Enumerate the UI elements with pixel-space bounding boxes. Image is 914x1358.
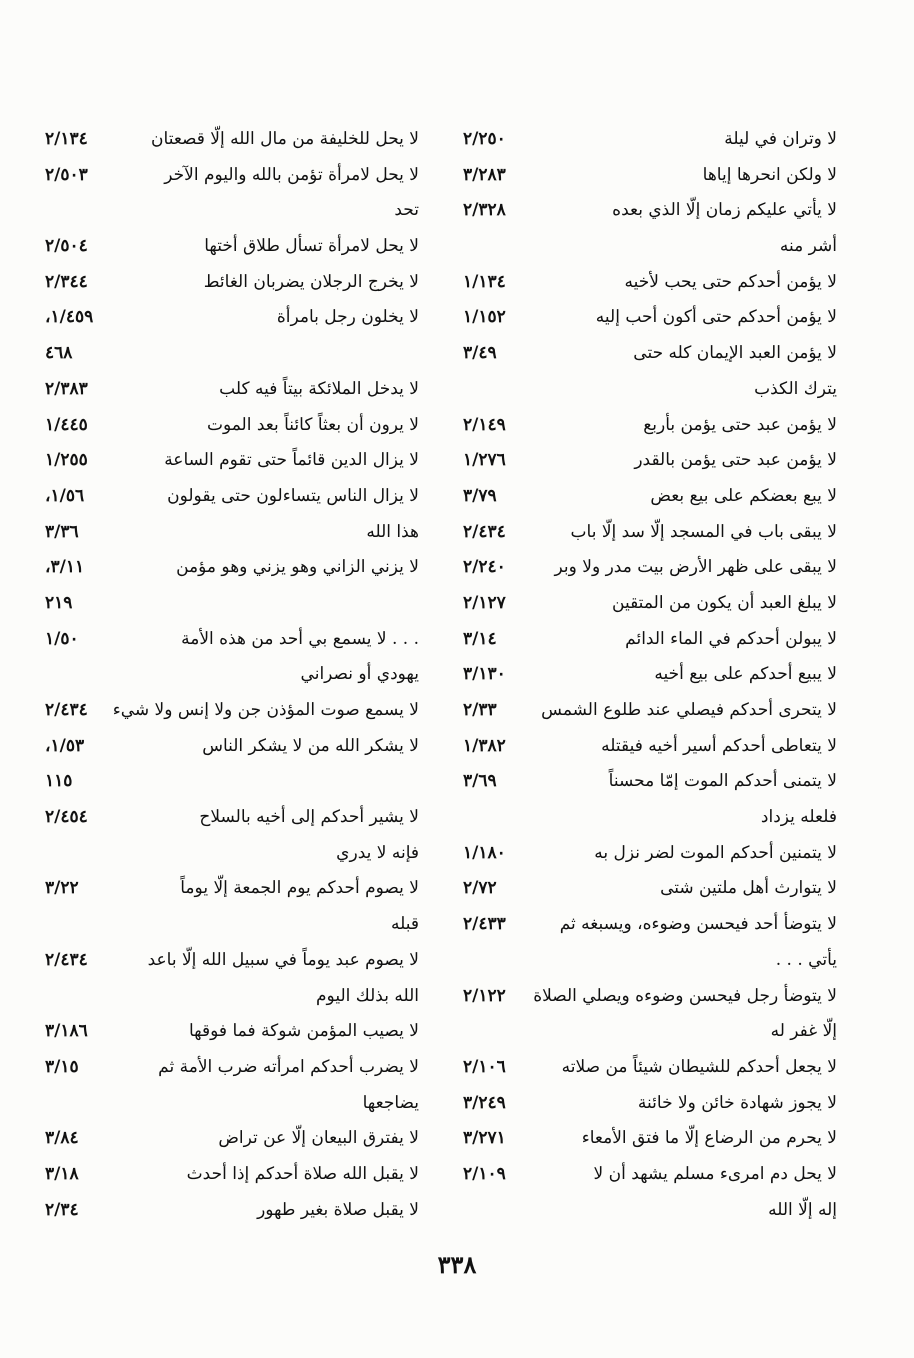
index-entry bbox=[45, 479, 419, 515]
index-entry bbox=[45, 443, 419, 479]
entry-text: لا يضرب أحدكم امرأته ضرب الأمة ثم bbox=[158, 1056, 419, 1077]
entry-text: يأتي . . . bbox=[775, 949, 837, 970]
entry-reference: ٣/٤٩ bbox=[463, 343, 497, 364]
entry-reference: ١/٢٥٥ bbox=[45, 450, 88, 471]
entry-reference: ٢/٣٣ bbox=[463, 700, 497, 720]
entry-text: لا يتوضأ أحد فيحسن وضوءه، ويسبغه ثم bbox=[559, 914, 837, 935]
entry-text: قبله bbox=[391, 914, 419, 935]
index-entry bbox=[45, 265, 419, 301]
entry-reference: ٢/٢٥٠ bbox=[463, 129, 506, 149]
entry-text: لا يفترق البيعان إلّا عن تراض bbox=[218, 1128, 419, 1149]
entry-text: . . . لا يسمع بي أحد من هذه الأمة bbox=[181, 628, 419, 649]
entry-reference: ١/٥٣، bbox=[45, 735, 85, 756]
entry-text: لا يتمنى أحدكم الموت إمّا محسناً bbox=[608, 771, 837, 792]
entry-text: لا يشكر الله من لا يشكر الناس bbox=[202, 735, 419, 756]
entry-reference: ١/٣٨٢ bbox=[463, 735, 506, 756]
entry-text: لا يبيع أحدكم على بيع أخيه bbox=[654, 664, 837, 685]
index-entry bbox=[463, 1050, 837, 1086]
index-entry bbox=[45, 693, 419, 729]
entry-text: هذا الله bbox=[366, 521, 419, 542]
index-entry bbox=[45, 193, 419, 229]
entry-text: الله بذلك اليوم bbox=[316, 985, 419, 1006]
entry-reference: ٣/٢٤٩ bbox=[463, 1092, 506, 1113]
entry-reference: ٢/٣٢٨ bbox=[463, 200, 506, 221]
entry-text: لا يبع بعضكم على بيع بعض bbox=[650, 485, 837, 506]
entry-text: لا يشير أحدكم إلى أخيه بالسلاح bbox=[199, 807, 419, 828]
index-column-left bbox=[45, 122, 419, 1228]
entry-reference: ٢/٤٣٤ bbox=[45, 949, 88, 970]
entry-text: لا يزال الناس يتساءلون حتى يقولون bbox=[167, 485, 419, 506]
entry-text: لا يحرم من الرضاع إلّا ما فتق الأمعاء bbox=[581, 1128, 837, 1149]
index-entry bbox=[45, 1050, 419, 1086]
entry-reference: ٣/١٨ bbox=[45, 1163, 79, 1184]
index-entry bbox=[463, 158, 837, 194]
index-entry bbox=[45, 122, 419, 158]
entry-reference: ٤٦٨ bbox=[45, 343, 73, 364]
entry-text: لا يتوارث أهل ملتين شتى bbox=[660, 878, 837, 899]
index-entry bbox=[463, 265, 837, 301]
entry-reference: ٣/١٥ bbox=[45, 1056, 79, 1077]
index-entry bbox=[45, 657, 419, 693]
entry-text: لا وتران في ليلة bbox=[724, 129, 837, 149]
index-entry bbox=[463, 657, 837, 693]
index-entry bbox=[45, 300, 419, 336]
entry-reference: ١/٤٥٩، bbox=[45, 307, 94, 328]
index-entry bbox=[45, 764, 419, 800]
entry-text: يضاجعها bbox=[362, 1092, 419, 1113]
index-entry bbox=[45, 1193, 419, 1229]
entry-reference: ٢/٣٤٤ bbox=[45, 271, 88, 292]
index-entry bbox=[463, 408, 837, 444]
index-entry bbox=[45, 586, 419, 622]
entry-reference: ٢/٢٤٠ bbox=[463, 557, 506, 578]
entry-text: يهودي أو نصراني bbox=[300, 664, 419, 685]
entry-text: لا يبقى باب في المسجد إلّا سد إلّا باب bbox=[570, 521, 837, 542]
entry-text: لا يقبل صلاة بغير طهور bbox=[257, 1199, 419, 1220]
entry-text: فإنه لا يدري bbox=[336, 842, 419, 863]
entry-text: لا يقبل الله صلاة أحدكم إذا أحدث bbox=[186, 1163, 419, 1184]
entry-text: لا يسمع صوت المؤذن جن ولا إنس ولا شيء bbox=[112, 700, 419, 720]
index-entry bbox=[463, 693, 837, 729]
index-entry bbox=[463, 1086, 837, 1122]
entry-reference: ٢/١٢٧ bbox=[463, 592, 506, 613]
index-entry bbox=[463, 729, 837, 765]
index-entry bbox=[45, 372, 419, 408]
entry-reference: ١/٤٤٥ bbox=[45, 414, 88, 435]
index-entry bbox=[45, 729, 419, 765]
entry-text: لا يبولن أحدكم في الماء الدائم bbox=[625, 628, 837, 649]
index-entry bbox=[463, 871, 837, 907]
entry-text: لا يتمنين أحدكم الموت لضر نزل به bbox=[594, 842, 837, 863]
index-entry bbox=[463, 979, 837, 1015]
entry-reference: ٢١٩ bbox=[45, 592, 73, 613]
entry-text: لا يرون أن بعثاً كائناً بعد الموت bbox=[206, 414, 419, 435]
entry-text: لا يجعل أحدكم للشيطان شيئاً من صلاته bbox=[561, 1056, 837, 1077]
entry-text: لا يؤمن أحدكم حتى يحب لأخيه bbox=[624, 271, 837, 292]
entry-text: لا يصوم عبد يوماً في سبيل الله إلّا باعد bbox=[147, 949, 419, 970]
index-entry bbox=[463, 764, 837, 800]
entry-text: فلعله يزداد bbox=[760, 807, 837, 828]
index-entry bbox=[45, 515, 419, 551]
index-entry bbox=[463, 372, 837, 408]
entry-text: يترك الكذب bbox=[754, 378, 837, 399]
entry-text: لا يبقى على ظهر الأرض بيت مدر ولا وبر bbox=[554, 557, 837, 578]
entry-reference: ٢/٤٣٤ bbox=[45, 700, 88, 720]
entry-text: لا يزال الدين قائماً حتى تقوم الساعة bbox=[164, 450, 419, 471]
index-entry bbox=[463, 229, 837, 265]
index-entry bbox=[463, 550, 837, 586]
entry-text: أشر منه bbox=[779, 236, 837, 257]
index-entry bbox=[45, 229, 419, 265]
entry-reference: ٢/٣٨٣ bbox=[45, 378, 88, 399]
entry-reference: ١/١٣٤ bbox=[463, 271, 506, 292]
entry-reference: ٢/١٣٤ bbox=[45, 129, 88, 149]
entry-reference: ١/١٨٠ bbox=[463, 842, 506, 863]
entry-text: لا يأتي عليكم زمان إلّا الذي بعده bbox=[612, 200, 837, 221]
entry-reference: ٣/٢٨٣ bbox=[463, 164, 506, 185]
index-entry bbox=[463, 586, 837, 622]
entry-text: لا يؤمن أحدكم حتى أكون أحب إليه bbox=[595, 307, 837, 328]
entry-text: لا يزني الزاني وهو يزني وهو مؤمن bbox=[176, 557, 419, 578]
index-entry bbox=[45, 622, 419, 658]
index-entry bbox=[463, 1121, 837, 1157]
index-entry bbox=[45, 871, 419, 907]
entry-reference: ٢/٥٠٤ bbox=[45, 236, 88, 257]
index-entry bbox=[45, 979, 419, 1015]
entry-reference: ٢/٧٢ bbox=[463, 878, 497, 899]
entry-reference: ٣/١٨٦ bbox=[45, 1021, 88, 1042]
index-entry bbox=[463, 336, 837, 372]
entry-reference: ٣/٣٦ bbox=[45, 521, 79, 542]
entry-reference: ٢/٣٤ bbox=[45, 1199, 79, 1220]
entry-text: إلّا غفر له bbox=[770, 1021, 837, 1042]
entry-reference: ٣/١١، bbox=[45, 557, 85, 578]
entry-reference: ١/٥٦، bbox=[45, 485, 85, 506]
index-entry bbox=[45, 408, 419, 444]
entry-text: لا يتعاطى أحدكم أسير أخيه فيقتله bbox=[601, 735, 837, 756]
index-entry bbox=[463, 515, 837, 551]
page-number: ٣٣٨ bbox=[437, 1250, 477, 1279]
index-entry bbox=[463, 943, 837, 979]
entry-text: لا يتحرى أحدكم فيصلي عند طلوع الشمس bbox=[541, 700, 837, 720]
entry-reference: ١/١٥٢ bbox=[463, 307, 506, 328]
index-entry bbox=[45, 836, 419, 872]
entry-text: لا يصوم أحدكم يوم الجمعة إلّا يوماً bbox=[180, 878, 419, 899]
index-entry bbox=[463, 479, 837, 515]
index-entry bbox=[463, 836, 837, 872]
entry-reference: ٣/٦٩ bbox=[463, 771, 497, 792]
entry-reference: ٣/٢٧١ bbox=[463, 1128, 506, 1149]
entry-text: لا يؤمن العبد الإيمان كله حتى bbox=[633, 343, 837, 364]
entry-reference: ٢/١٢٢ bbox=[463, 985, 506, 1006]
index-entry bbox=[45, 1086, 419, 1122]
index-entry bbox=[45, 550, 419, 586]
entry-reference: ١/٢٧٦ bbox=[463, 450, 506, 471]
entry-text: لا يتوضأ رجل فيحسن وضوءه ويصلي الصلاة bbox=[533, 985, 837, 1006]
index-entry bbox=[463, 300, 837, 336]
entry-text: لا يحل لامرأة تسأل طلاق أختها bbox=[204, 236, 419, 257]
entry-text: لا يجوز شهادة خائن ولا خائنة bbox=[637, 1092, 837, 1113]
index-entry bbox=[45, 1014, 419, 1050]
entry-text: لا يؤمن عبد حتى يؤمن بأربع bbox=[643, 414, 837, 435]
entry-reference: ٢/١٠٦ bbox=[463, 1056, 506, 1077]
entry-reference: ١/٥٠ bbox=[45, 628, 79, 649]
index-entry bbox=[45, 1121, 419, 1157]
entry-text: لا يخرج الرجلان يضربان الغائط bbox=[203, 271, 419, 292]
entry-reference: ١١٥ bbox=[45, 771, 73, 792]
entry-text: لا يدخل الملائكة بيتاً فيه كلب bbox=[219, 378, 419, 399]
entry-text: لا يؤمن عبد حتى يؤمن بالقدر bbox=[634, 450, 837, 471]
entry-text: لا يحل دم امرىء مسلم يشهد أن لا bbox=[593, 1163, 837, 1184]
index-column-right bbox=[463, 122, 837, 1228]
index-entry bbox=[463, 800, 837, 836]
entry-text: لا يحل لامرأة تؤمن بالله واليوم الآخر bbox=[164, 164, 419, 185]
entry-reference: ٣/٨٤ bbox=[45, 1128, 79, 1149]
entry-text: لا يخلون رجل بامرأة bbox=[276, 307, 419, 328]
index-entry bbox=[463, 443, 837, 479]
entry-text: لا يصيب المؤمن شوكة فما فوقها bbox=[189, 1021, 419, 1042]
entry-reference: ٢/١٠٩ bbox=[463, 1163, 506, 1184]
index-entry bbox=[463, 622, 837, 658]
index-entry bbox=[45, 158, 419, 194]
entry-text: لا ولكن انحرها إياها bbox=[702, 164, 837, 185]
entry-text: تحد bbox=[394, 200, 419, 221]
index-entry bbox=[463, 1157, 837, 1193]
entry-text: لا يحل للخليفة من مال الله إلّا قصعتان bbox=[151, 129, 419, 149]
entry-reference: ٢/٤٣٣ bbox=[463, 914, 506, 935]
index-entry bbox=[45, 336, 419, 372]
index-entry bbox=[45, 800, 419, 836]
index-entry bbox=[463, 1014, 837, 1050]
entry-text: لا يبلغ العبد أن يكون من المتقين bbox=[612, 592, 837, 613]
index-entry bbox=[463, 1193, 837, 1229]
entry-reference: ٣/١٤ bbox=[463, 628, 497, 649]
index-entry bbox=[463, 193, 837, 229]
index-entry bbox=[463, 122, 837, 158]
entry-reference: ٢/١٤٩ bbox=[463, 414, 506, 435]
entry-reference: ٣/٢٢ bbox=[45, 878, 79, 899]
index-entry bbox=[45, 907, 419, 943]
index-entry bbox=[463, 907, 837, 943]
entry-reference: ٢/٤٥٤ bbox=[45, 807, 88, 828]
index-entry bbox=[45, 1157, 419, 1193]
entry-reference: ٢/٤٣٤ bbox=[463, 521, 506, 542]
index-entry bbox=[45, 943, 419, 979]
entry-reference: ٣/١٣٠ bbox=[463, 664, 506, 685]
entry-reference: ٣/٧٩ bbox=[463, 485, 497, 506]
entry-text: إله إلّا الله bbox=[768, 1199, 837, 1220]
entry-reference: ٢/٥٠٣ bbox=[45, 164, 88, 185]
